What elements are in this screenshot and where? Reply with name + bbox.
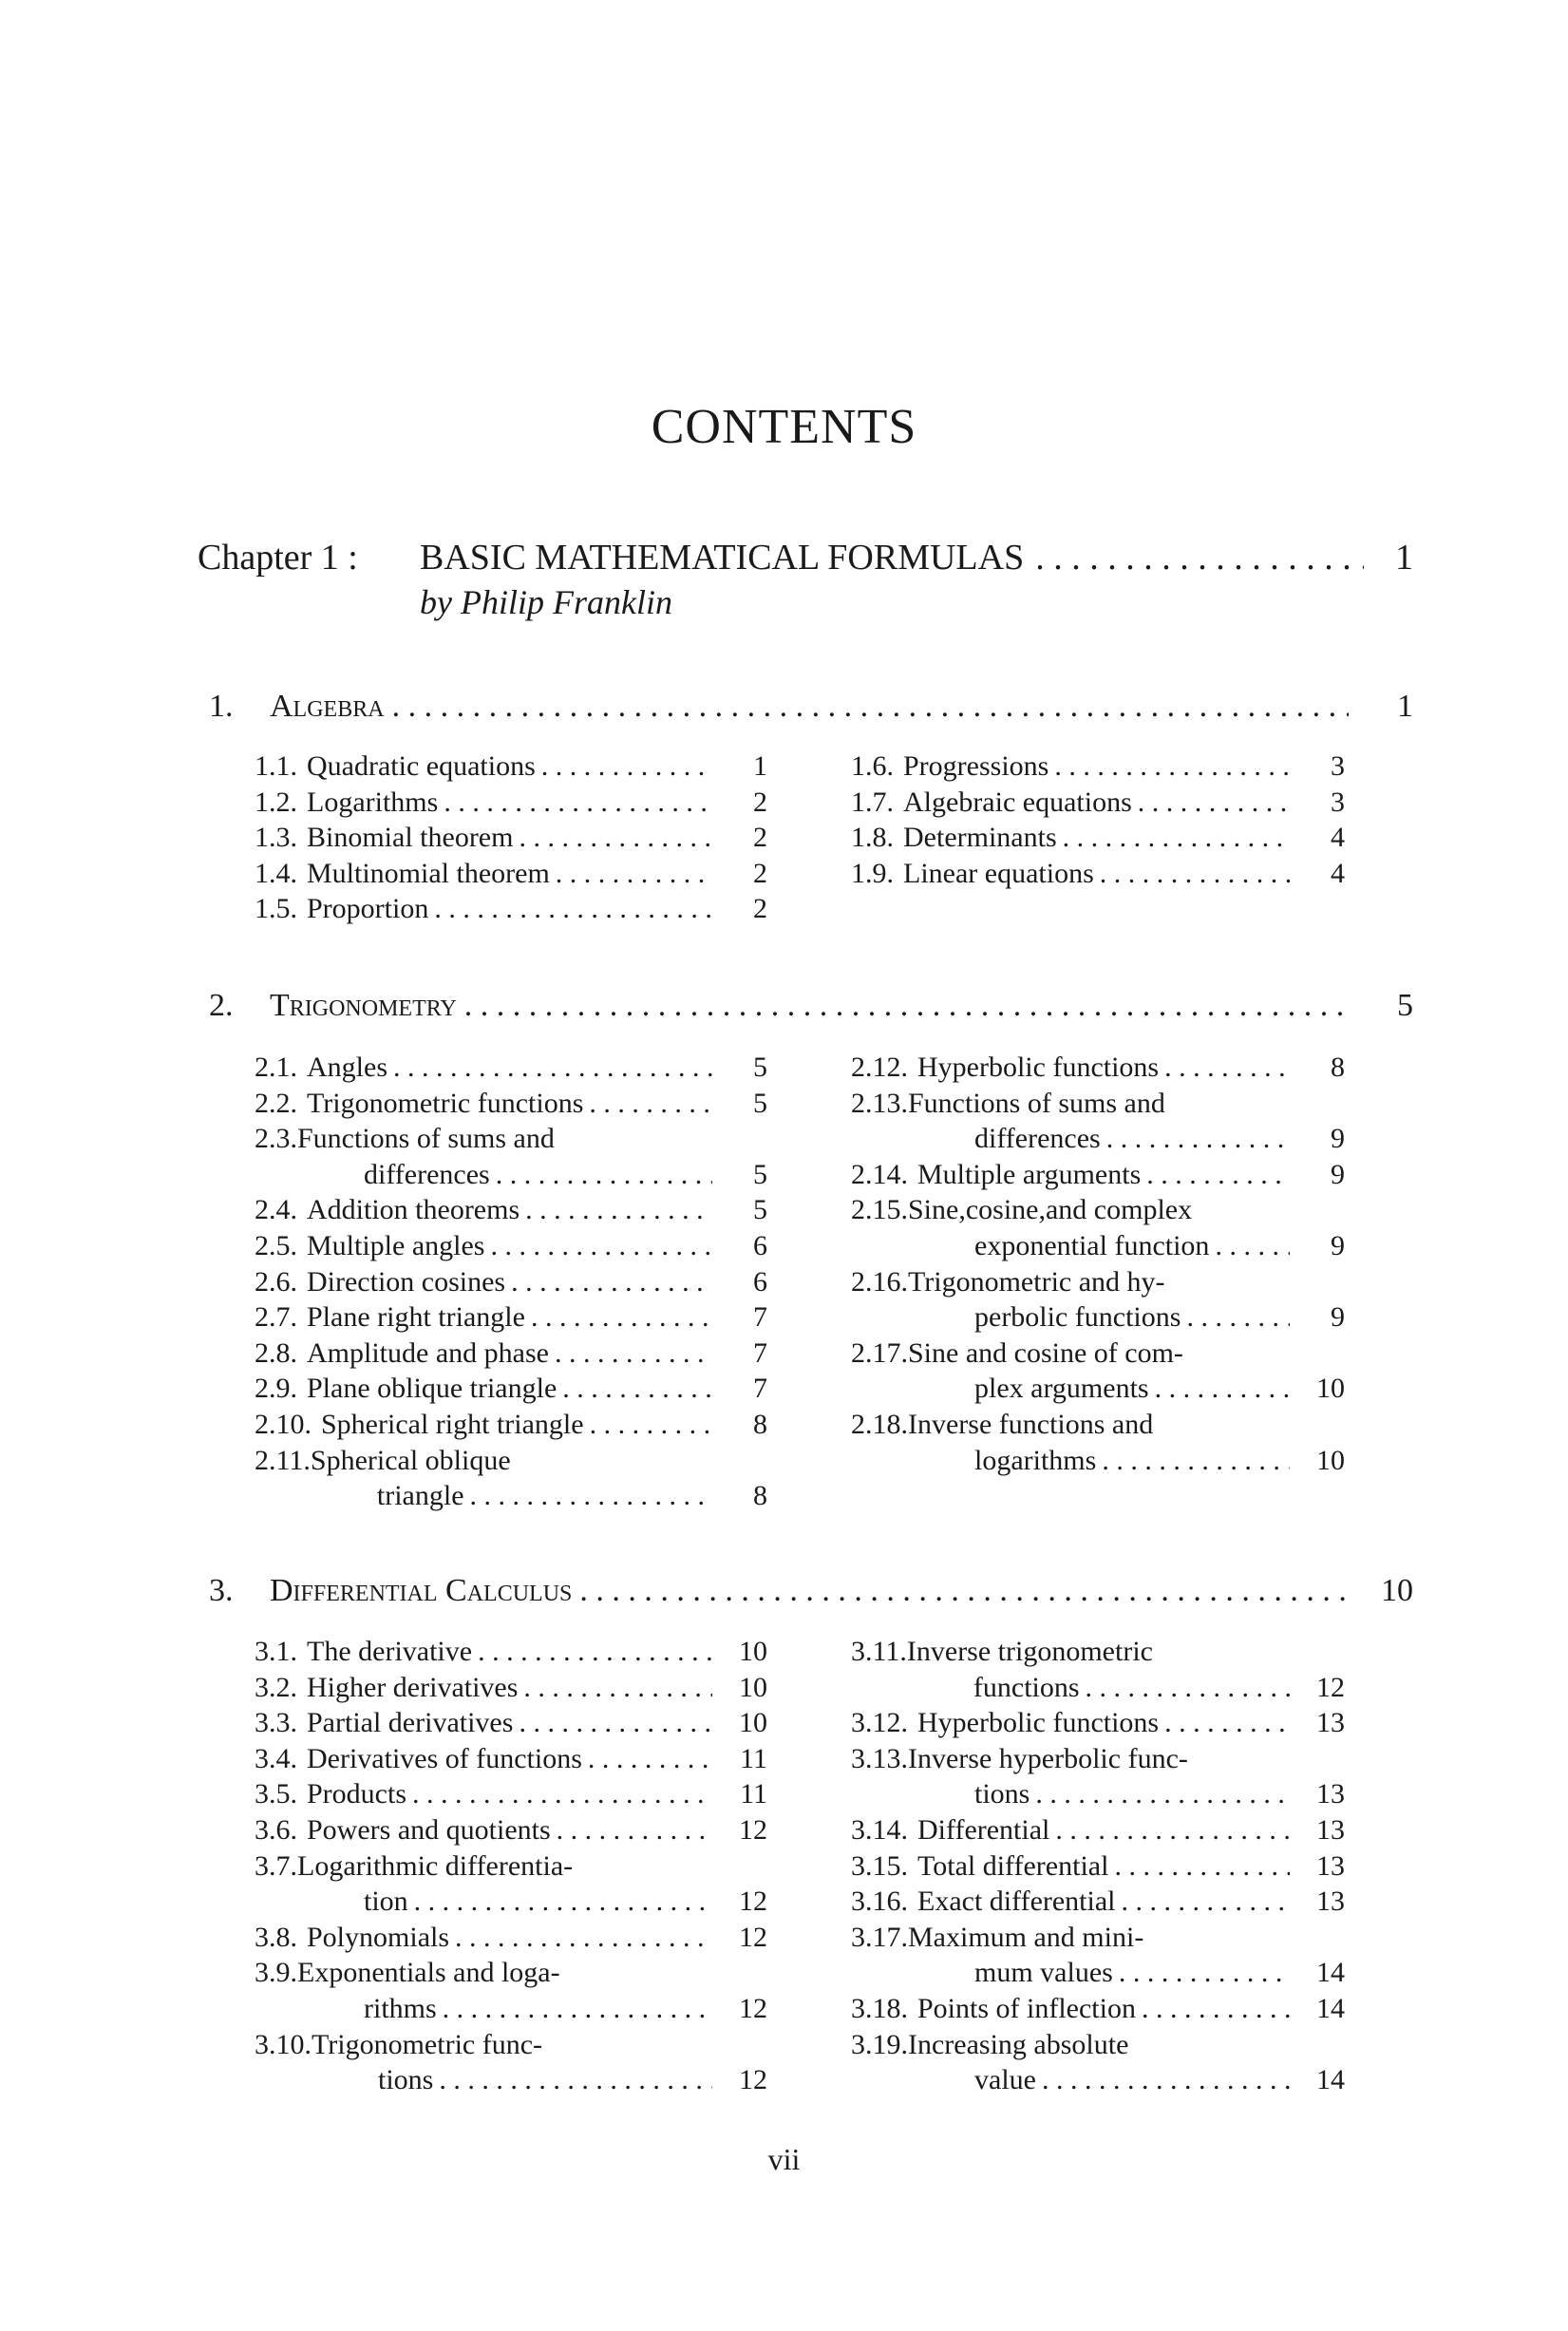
dot-leader <box>557 1812 712 1848</box>
toc-entry[interactable] <box>255 891 767 927</box>
dot-leader <box>1035 1776 1290 1812</box>
entry-number: 2.4. <box>255 1194 297 1226</box>
entry-number: 2.10. <box>255 1408 312 1440</box>
toc-entry[interactable] <box>255 1228 767 1264</box>
entry-page: 6 <box>753 1265 767 1298</box>
dot-leader <box>478 1634 712 1670</box>
entry-number: 3.15. <box>851 1849 908 1882</box>
toc-entry[interactable] <box>851 1336 1345 1407</box>
entry-number: 2.14. <box>851 1158 908 1190</box>
entry-number: 3.9. <box>255 1957 297 1989</box>
entry-title: Products <box>307 1778 406 1810</box>
toc-entry[interactable] <box>255 1264 767 1300</box>
toc-entry[interactable] <box>255 1848 767 1920</box>
entry-number: 2.8. <box>255 1336 297 1369</box>
entry-title: Binomial theorem <box>307 822 514 854</box>
entry-title: Inverse hyperbolic func- <box>908 1742 1188 1774</box>
toc-entry[interactable] <box>255 1670 767 1706</box>
toc-entry[interactable] <box>255 1407 767 1443</box>
entry-page: 8 <box>753 1480 767 1512</box>
toc-entry[interactable] <box>255 1920 767 1956</box>
entry-title: Powers and quotients <box>307 1813 551 1846</box>
entry-number: 2.12. <box>851 1052 908 1083</box>
toc-column <box>851 1050 1345 1478</box>
toc-entry[interactable] <box>255 1955 767 2026</box>
entry-title: differences <box>364 1158 490 1190</box>
entry-page: 11 <box>740 1778 767 1810</box>
dot-leader <box>511 1264 712 1300</box>
toc-entry[interactable] <box>255 856 767 892</box>
entry-number: 3.8. <box>255 1921 297 1953</box>
dot-leader <box>1086 1670 1290 1706</box>
entry-title: Trigonometric functions <box>307 1087 584 1119</box>
entry-page: 9 <box>1331 1158 1345 1190</box>
entry-number: 3.5. <box>255 1778 297 1810</box>
dot-leader <box>470 1478 712 1514</box>
dot-leader <box>590 1407 712 1443</box>
entry-title: Multiple arguments <box>917 1158 1142 1190</box>
entry-title: Polynomials <box>307 1921 450 1953</box>
entry-page: 10 <box>1316 1444 1345 1476</box>
entry-page: 9 <box>1331 1229 1345 1261</box>
toc-entry[interactable] <box>851 1812 1345 1848</box>
page-number: vii <box>767 2142 801 2176</box>
entry-page: 1 <box>753 750 767 782</box>
entry-title: tion <box>364 1886 408 1918</box>
toc-entry[interactable] <box>851 1705 1345 1741</box>
entry-title: Logarithmic differentia- <box>297 1849 574 1882</box>
entry-page: 9 <box>1331 1123 1345 1155</box>
section-title: Differential Calculus <box>270 1573 573 1608</box>
section-title: Trigonometry <box>270 988 457 1023</box>
entry-title: Exponentials and loga- <box>297 1957 560 1989</box>
dot-leader <box>519 1705 712 1741</box>
entry-title: Angles <box>307 1052 387 1083</box>
chapter-heading <box>198 537 1413 578</box>
entry-title: mum values <box>974 1957 1113 1989</box>
entry-number: 3.13. <box>851 1742 908 1774</box>
entry-title: Sine and cosine of com- <box>908 1336 1183 1369</box>
toc-entry[interactable] <box>851 1157 1345 1193</box>
entry-page: 12 <box>739 1921 767 1953</box>
toc-entry[interactable] <box>255 1443 767 1514</box>
entry-number: 3.17. <box>851 1921 908 1953</box>
entry-number: 3.18. <box>851 1992 908 2024</box>
dot-leader <box>393 1050 712 1086</box>
dot-leader <box>1215 1228 1290 1264</box>
entry-number: 3.3. <box>255 1707 297 1739</box>
entry-number: 1.3. <box>255 822 297 854</box>
entry-title: logarithms <box>974 1444 1097 1476</box>
toc-column <box>255 1050 767 1514</box>
entry-title: functions <box>973 1671 1080 1703</box>
entry-title: Sine,cosine,and complex <box>908 1194 1193 1226</box>
entry-title: Inverse trigonometric <box>906 1636 1153 1667</box>
dot-leader <box>443 1991 712 2027</box>
entry-page: 12 <box>1316 1671 1345 1703</box>
entry-page: 2 <box>753 786 767 818</box>
entry-title: Algebraic equations <box>903 786 1132 818</box>
entry-page: 6 <box>753 1229 767 1261</box>
toc-entry[interactable] <box>255 820 767 856</box>
toc-entry[interactable] <box>255 1634 767 1670</box>
toc-entry[interactable] <box>255 1192 767 1228</box>
entry-title: Functions of sums and <box>908 1087 1165 1119</box>
dot-leader <box>588 1741 712 1777</box>
dot-leader <box>496 1157 712 1193</box>
entry-title: Addition theorems <box>307 1194 520 1226</box>
toc-entry[interactable] <box>851 856 1345 892</box>
section-page: 10 <box>1381 1573 1413 1608</box>
toc-entry[interactable] <box>851 1884 1345 1920</box>
entry-page: 7 <box>753 1301 767 1334</box>
chapter-page: 1 <box>1395 538 1413 578</box>
entry-number: 2.3. <box>255 1123 297 1155</box>
toc-entry[interactable] <box>851 1991 1345 2027</box>
entry-page: 12 <box>739 1886 767 1918</box>
entry-number: 3.7. <box>255 1849 297 1882</box>
section-number: 1. <box>209 689 234 724</box>
entry-number: 3.14. <box>851 1813 908 1846</box>
entry-number: 1.1. <box>255 750 297 782</box>
section-page: 5 <box>1397 988 1413 1023</box>
dot-leader <box>1055 1812 1290 1848</box>
dot-leader <box>1100 856 1290 892</box>
toc-entry[interactable] <box>255 749 767 785</box>
entry-page: 9 <box>1331 1301 1345 1334</box>
chapter-title: BASIC MATHEMATICAL FORMULAS <box>420 538 1025 578</box>
entry-title: rithms <box>364 1992 437 2024</box>
entry-title: Plane oblique triangle <box>307 1373 557 1405</box>
dot-leader <box>1186 1299 1290 1336</box>
entry-title: plex arguments <box>974 1373 1149 1405</box>
entry-page: 12 <box>739 2064 767 2096</box>
entry-number: 3.12. <box>851 1707 908 1739</box>
entry-page: 12 <box>739 1992 767 2024</box>
entry-number: 3.16. <box>851 1886 908 1918</box>
entry-number: 2.17. <box>851 1336 908 1369</box>
entry-page: 4 <box>1331 822 1345 854</box>
entry-number: 2.7. <box>255 1301 297 1334</box>
entry-page: 11 <box>740 1742 767 1774</box>
toc-column <box>255 749 767 927</box>
entry-page: 2 <box>753 822 767 854</box>
entry-number: 1.9. <box>851 857 894 889</box>
entry-number: 2.2. <box>255 1087 297 1119</box>
toc-entry[interactable] <box>255 1299 767 1336</box>
entry-number: 1.5. <box>255 893 297 925</box>
entry-number: 2.9. <box>255 1373 297 1405</box>
dot-leader <box>541 749 712 785</box>
entry-number: 1.7. <box>851 786 894 818</box>
entry-title: Linear equations <box>903 857 1094 889</box>
entry-page: 5 <box>753 1194 767 1226</box>
entry-title: triangle <box>376 1480 464 1512</box>
entry-page: 14 <box>1316 2064 1345 2096</box>
entry-page: 8 <box>753 1408 767 1440</box>
entry-page: 7 <box>753 1336 767 1369</box>
entry-title: tions <box>974 1778 1030 1810</box>
entry-title: tions <box>378 2064 434 2096</box>
entry-page: 3 <box>1331 786 1345 818</box>
entry-number: 1.2. <box>255 786 297 818</box>
toc-entry[interactable] <box>255 1812 767 1848</box>
dot-leader <box>525 1192 712 1228</box>
dot-leader <box>1119 1955 1290 1991</box>
toc-entry[interactable] <box>851 1634 1345 1705</box>
entry-page: 8 <box>1331 1052 1345 1083</box>
toc-entry[interactable] <box>851 1086 1345 1157</box>
dot-leader <box>1042 2062 1290 2098</box>
entry-page: 14 <box>1316 1957 1345 1989</box>
dot-leader <box>439 2062 712 2098</box>
toc-entry[interactable] <box>851 749 1345 785</box>
section-number: 2. <box>209 988 234 1023</box>
dot-leader <box>1142 1991 1290 2027</box>
entry-title: differences <box>974 1123 1101 1155</box>
entry-title: Logarithms <box>307 786 439 818</box>
toc-entry[interactable] <box>255 1705 767 1741</box>
entry-title: Spherical right triangle <box>321 1408 584 1440</box>
dot-leader <box>562 1371 712 1407</box>
entry-title: Points of inflection <box>917 1992 1136 2024</box>
entry-page: 10 <box>739 1707 767 1739</box>
entry-title: Amplitude and phase <box>307 1336 549 1369</box>
entry-page: 5 <box>753 1052 767 1083</box>
dot-leader <box>1035 537 1364 578</box>
section-heading-algebra <box>209 689 1413 725</box>
dot-leader <box>1054 749 1290 785</box>
entry-title: perbolic functions <box>974 1301 1181 1334</box>
entry-number: 2.1. <box>255 1052 297 1083</box>
entry-page: 10 <box>739 1636 767 1667</box>
page-title: CONTENTS <box>651 400 917 454</box>
entry-page: 13 <box>1316 1707 1345 1739</box>
entry-number: 2.16. <box>851 1265 908 1298</box>
entry-title: Higher derivatives <box>307 1671 519 1703</box>
entry-title: Hyperbolic functions <box>917 1052 1160 1083</box>
dot-leader <box>412 1776 712 1812</box>
entry-number: 2.6. <box>255 1265 297 1298</box>
entry-title: Functions of sums and <box>297 1123 555 1155</box>
dot-leader <box>1164 1050 1290 1086</box>
dot-leader <box>414 1884 712 1920</box>
entry-number: 2.11. <box>255 1444 311 1476</box>
section-title: Algebra <box>270 689 385 724</box>
entry-page: 3 <box>1331 750 1345 782</box>
dot-leader <box>531 1299 712 1336</box>
entry-page: 2 <box>753 857 767 889</box>
section-heading-differential-calculus <box>209 1573 1413 1609</box>
dot-leader <box>490 1228 712 1264</box>
entry-title: Determinants <box>903 822 1057 854</box>
dot-leader <box>1106 1121 1290 1157</box>
toc-entry[interactable] <box>851 785 1345 821</box>
toc-entry[interactable] <box>255 1050 767 1086</box>
toc-entry[interactable] <box>851 1741 1345 1812</box>
entry-number: 2.13. <box>851 1087 908 1119</box>
entry-page: 12 <box>739 1813 767 1846</box>
toc-entry[interactable] <box>255 1336 767 1372</box>
toc-entry[interactable] <box>255 1741 767 1777</box>
entry-number: 2.15. <box>851 1194 908 1226</box>
chapter-label: Chapter 1 : <box>198 538 358 578</box>
toc-entry[interactable] <box>851 1848 1345 1885</box>
entry-title: Hyperbolic functions <box>917 1707 1160 1739</box>
entry-title: Multiple angles <box>307 1229 485 1261</box>
toc-entry[interactable] <box>851 1192 1345 1263</box>
toc-entry[interactable] <box>851 2027 1345 2098</box>
dot-leader <box>589 1086 712 1122</box>
dot-leader <box>556 856 712 892</box>
entry-title: Quadratic equations <box>307 750 536 782</box>
entry-title: Progressions <box>903 750 1049 782</box>
dot-leader <box>392 689 1349 725</box>
entry-page: 5 <box>753 1087 767 1119</box>
entry-number: 3.19. <box>851 2028 908 2060</box>
entry-title: Total differential <box>917 1849 1109 1882</box>
dot-leader <box>444 785 712 821</box>
entry-number: 1.4. <box>255 857 297 889</box>
entry-title: value <box>974 2064 1036 2096</box>
entry-number: 3.1. <box>255 1636 297 1667</box>
dot-leader <box>1114 1848 1290 1885</box>
dot-leader <box>1138 785 1290 821</box>
toc-entry[interactable] <box>255 1371 767 1407</box>
entry-number: 3.11. <box>851 1636 907 1667</box>
entry-page: 13 <box>1316 1778 1345 1810</box>
entry-title: Exact differential <box>917 1886 1116 1918</box>
entry-title: Multinomial theorem <box>307 857 550 889</box>
toc-entry[interactable] <box>851 1407 1345 1478</box>
toc-entry[interactable] <box>255 1121 767 1192</box>
entry-page: 13 <box>1316 1849 1345 1882</box>
dot-leader <box>464 988 1349 1024</box>
section-page: 1 <box>1397 689 1413 724</box>
toc-entry[interactable] <box>255 1086 767 1122</box>
toc-entry[interactable] <box>255 2027 767 2098</box>
dot-leader <box>434 891 712 927</box>
toc-entry[interactable] <box>851 1264 1345 1336</box>
entry-title: Differential <box>917 1813 1050 1846</box>
toc-entry[interactable] <box>851 820 1345 856</box>
entry-number: 3.10. <box>255 2028 312 2060</box>
entry-page: 10 <box>739 1671 767 1703</box>
entry-number: 2.18. <box>851 1408 908 1440</box>
section-heading-trigonometry <box>209 988 1413 1024</box>
entry-page: 13 <box>1316 1886 1345 1918</box>
entry-number: 2.5. <box>255 1229 297 1261</box>
entry-title: Plane right triangle <box>307 1301 525 1334</box>
toc-column <box>851 749 1345 891</box>
toc-entry[interactable] <box>851 1050 1345 1086</box>
entry-page: 4 <box>1331 857 1345 889</box>
chapter-author: by Philip Franklin <box>420 583 672 621</box>
entry-title: Partial derivatives <box>307 1707 514 1739</box>
entry-title: Trigonometric func- <box>312 2028 543 2060</box>
dot-leader <box>1063 820 1290 856</box>
entry-title: Increasing absolute <box>908 2028 1129 2060</box>
dot-leader <box>1155 1371 1290 1407</box>
toc-column <box>851 1634 1345 2098</box>
entry-number: 3.4. <box>255 1742 297 1774</box>
dot-leader <box>1102 1443 1290 1479</box>
dot-leader <box>519 820 712 856</box>
dot-leader <box>555 1336 712 1372</box>
entry-title: Inverse functions and <box>908 1408 1154 1440</box>
dot-leader <box>455 1920 712 1956</box>
entry-page: 2 <box>753 893 767 925</box>
dot-leader <box>523 1670 712 1706</box>
toc-entry[interactable] <box>255 785 767 821</box>
entry-title: Proportion <box>307 893 429 925</box>
entry-title: The derivative <box>307 1636 473 1667</box>
entry-page: 7 <box>753 1373 767 1405</box>
entry-title: Spherical oblique <box>310 1444 511 1476</box>
entry-number: 3.2. <box>255 1671 297 1703</box>
entry-number: 1.6. <box>851 750 894 782</box>
entry-page: 10 <box>1316 1373 1345 1405</box>
dot-leader <box>1164 1705 1290 1741</box>
dot-leader <box>579 1573 1349 1609</box>
entry-title: Derivatives of functions <box>307 1742 582 1774</box>
toc-entry[interactable] <box>851 1920 1345 1991</box>
entry-number: 1.8. <box>851 822 894 854</box>
entry-page: 13 <box>1316 1813 1345 1846</box>
entry-title: exponential function <box>974 1229 1210 1261</box>
toc-entry[interactable] <box>255 1776 767 1812</box>
toc-column <box>255 1634 767 2098</box>
entry-title: Maximum and mini- <box>908 1921 1144 1953</box>
section-number: 3. <box>209 1573 234 1608</box>
entry-page: 14 <box>1316 1992 1345 2024</box>
entry-title: Trigonometric and hy- <box>908 1265 1165 1298</box>
dot-leader <box>1122 1884 1290 1920</box>
entry-page: 5 <box>753 1158 767 1190</box>
entry-number: 3.6. <box>255 1813 297 1846</box>
dot-leader <box>1146 1157 1290 1193</box>
entry-title: Direction cosines <box>307 1265 506 1298</box>
